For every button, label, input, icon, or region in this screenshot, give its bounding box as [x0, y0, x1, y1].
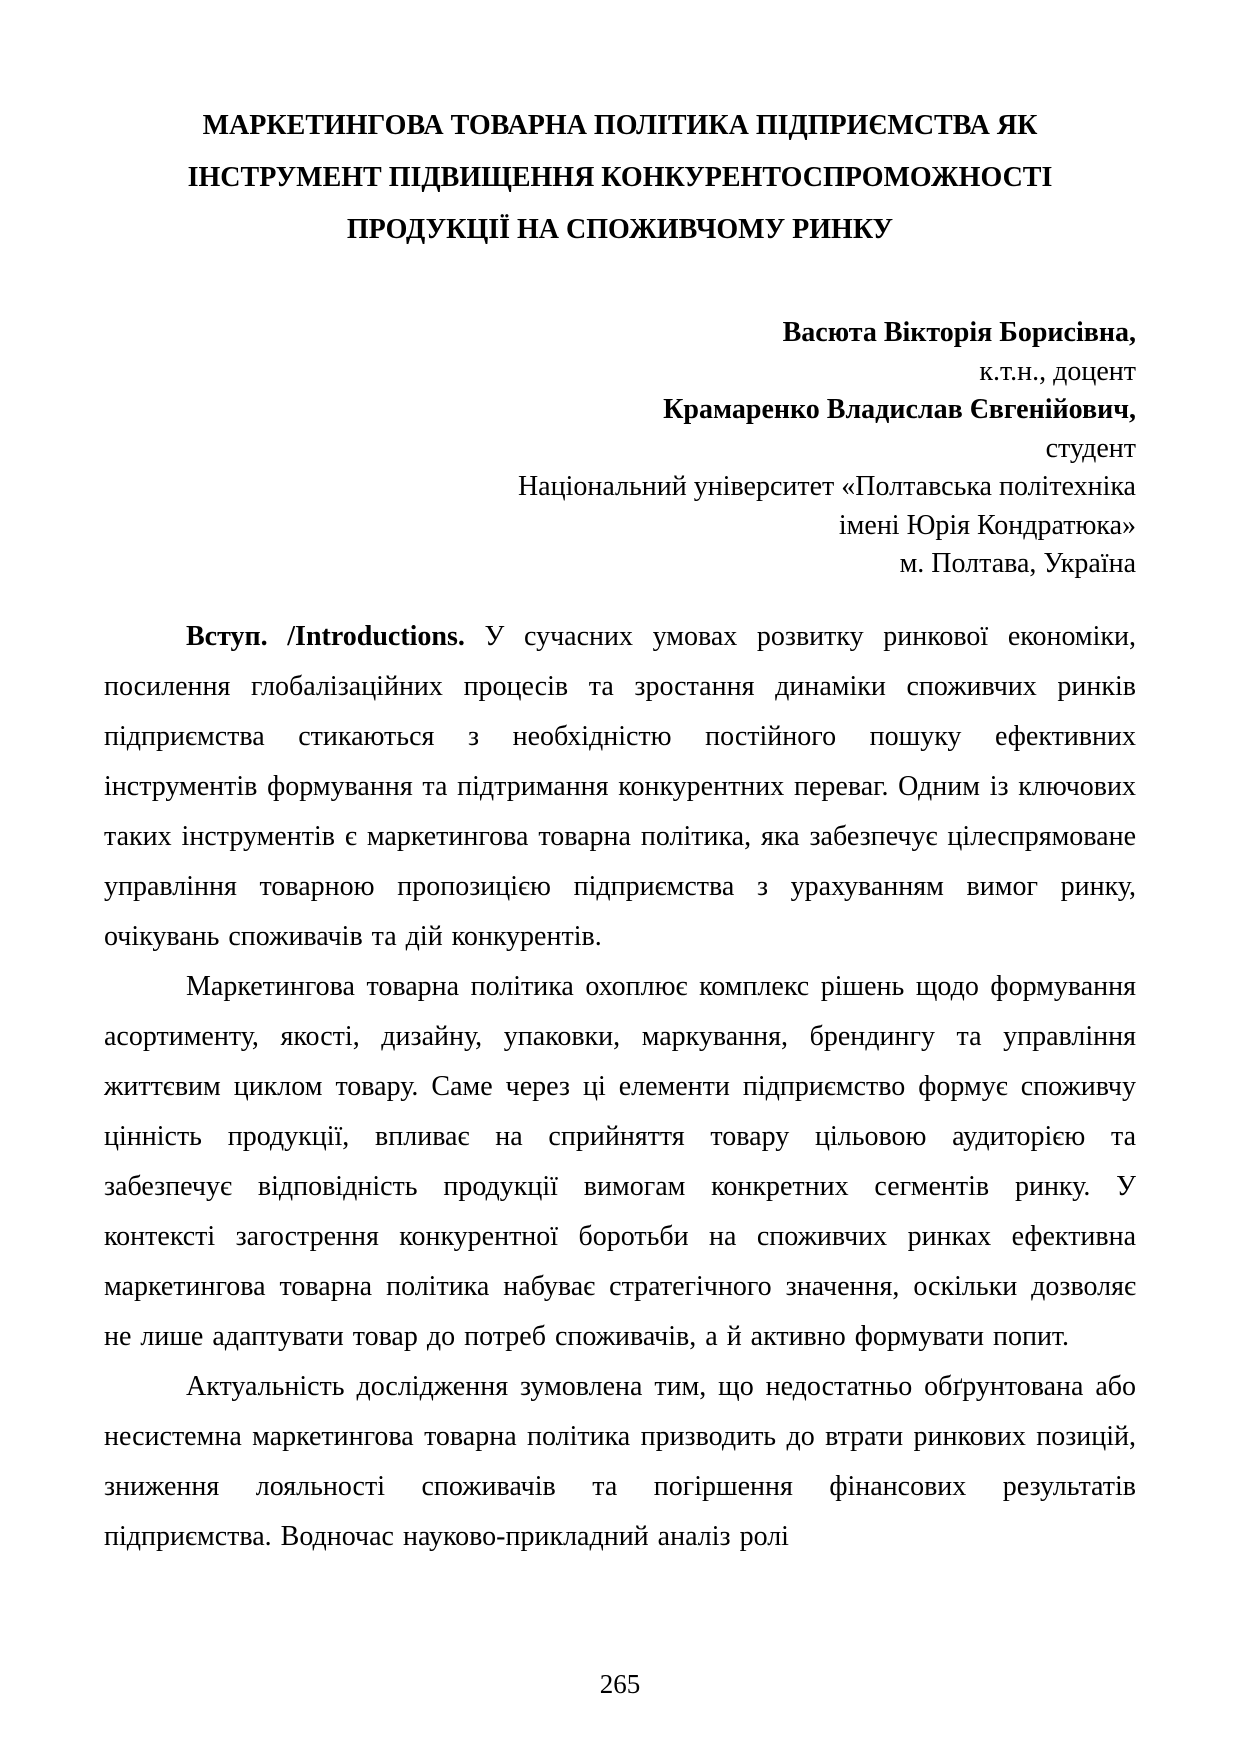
title-line-3: ПРОДУКЦІЇ НА СПОЖИВЧОМУ РИНКУ [346, 214, 894, 245]
affiliation-location: м. Полтава, Україна [899, 548, 1136, 579]
intro-lead: Вступ. /Introductions. [186, 620, 465, 652]
affiliation-line-1: Національний університет «Полтавська політехніка [517, 471, 1136, 502]
body-paragraph-2 [104, 962, 1136, 1362]
intro-text: У сучасних умовах розвитку ринкової економіки, посилення глобалізаційних процесів та зростання динаміки споживчих ринків підприємства стикаються з необхідністю постійного пошуку ефективних інструментів формування та підтримання конкурентних переваг. Одним із ключових таких інструментів є маркетингова товарна політика, яка забезпечує цілеспрямоване управління товарною пропозицією підприємства з урахуванням вимог ринку, очікувань споживачів та дій конкурентів. [104, 620, 1136, 952]
article-title [104, 100, 1136, 256]
body-paragraph-3 [104, 1362, 1136, 1562]
page-number: 265 [599, 1669, 641, 1699]
body-paragraph-2-text: Маркетингова товарна політика охоплює комплекс рішень щодо формування асортименту, якості, дизайну, упаковки, маркування, брендингу та управління життєвим циклом товару. Саме через ці елементи підприємство формує споживчу цінність продукції, впливає на сприйняття товару цільовою аудиторією та забезпечує відповідність продукції вимогам конкретних сегментів ринку. У контексті загострення конкурентної боротьби на споживчих ринках ефективна маркетингова товарна політика набуває стратегічного значення, оскільки дозволяє не лише адаптувати товар до потреб споживачів, а й активно формувати попит. [104, 970, 1136, 1352]
byline [104, 314, 1136, 584]
title-line-1: МАРКЕТИНГОВА ТОВАРНА ПОЛІТИКА ПІДПРИЄМСТВА ЯК [202, 110, 1038, 141]
affiliation-line-2: імені Юрія Кондратюка» [838, 509, 1136, 541]
body-paragraph-3-text: Актуальність дослідження зумовлена тим, що недостатньо обґрунтована або несистемна маркетингова товарна політика призводить до втрати ринкових позицій, зниження лояльності споживачів та погіршення фінансових результатів підприємства. Водночас науково-прикладний аналіз ролі [104, 1370, 1136, 1552]
title-line-2: ІНСТРУМЕНТ ПІДВИЩЕННЯ КОНКУРЕНТОСПРОМОЖНОСТІ [187, 162, 1053, 193]
article-body [104, 612, 1136, 1562]
author1-role: к.т.н., доцент [979, 355, 1136, 387]
author2-name: Крамаренко Владислав Євгенійович, [663, 394, 1136, 425]
intro-paragraph [104, 612, 1136, 962]
author1-name: Васюта Вікторія Борисівна, [782, 317, 1136, 348]
author2-role: студент [1045, 432, 1136, 464]
